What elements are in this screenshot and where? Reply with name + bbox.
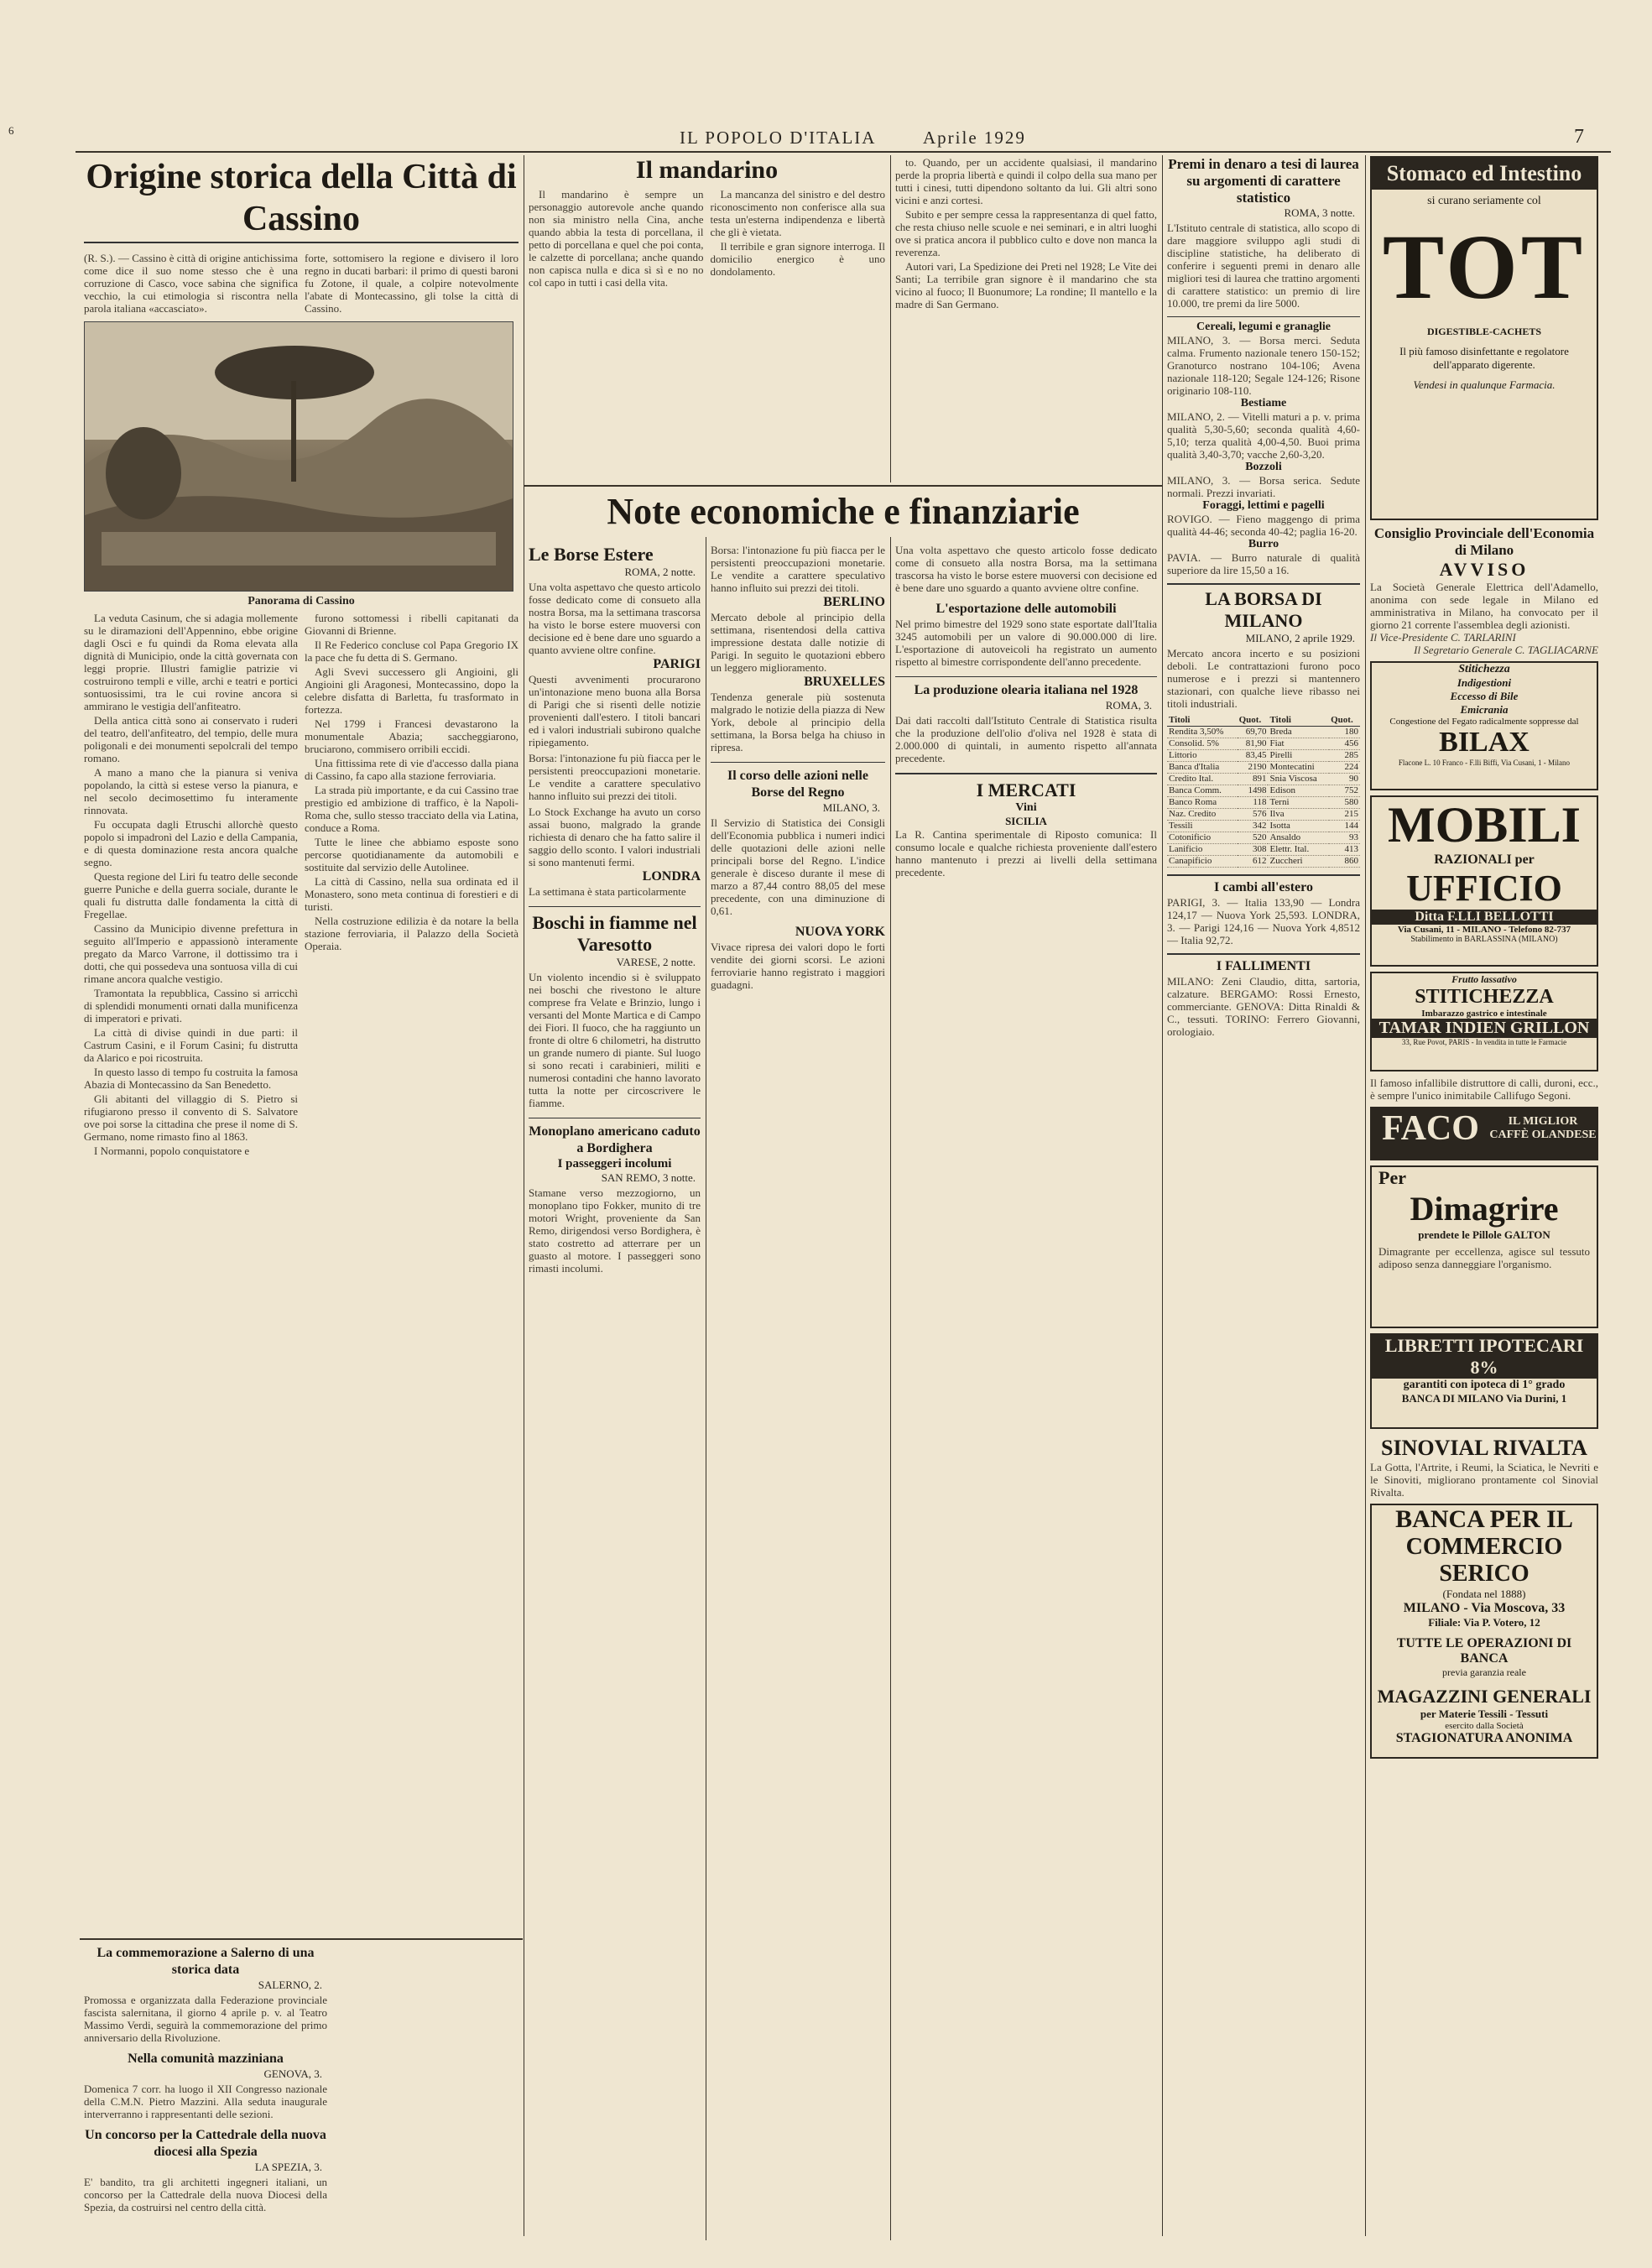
paragraph: Cassino da Municipio divenne prefettura in seguito all'Imperio e appassionò interamente pregato da Marco Varrone, il dottissimo tra i dotti, che qui possedeva una sontuosa villa di cui rimane ancora qualche vestigio. bbox=[84, 922, 298, 985]
ad-brand: FACO bbox=[1382, 1109, 1479, 1148]
table-header bbox=[1167, 715, 1360, 727]
ad-text: Dimagrante per eccellenza, agisce sul tessuto adiposo senza danneggiare l'organismo. bbox=[1378, 1245, 1590, 1270]
paragraph: La strada più importante, e da cui Cassino trae prestigio ed ambizione di traffico, è la Napoli-Roma che, sullo stesso tracciato della via Latina, conduce a Roma. bbox=[305, 784, 519, 834]
dateline: SALERNO, 2. bbox=[258, 1979, 322, 1991]
paragraph: furono sottomessi i ribelli capitanati da Giovanni di Brienne. bbox=[305, 612, 519, 637]
ad-text: MILANO - Via Moscova, 33 bbox=[1403, 1601, 1566, 1615]
table-cell: 413 bbox=[1329, 844, 1360, 856]
ad-libretti bbox=[1370, 1333, 1598, 1429]
article-cassino bbox=[84, 156, 519, 1935]
table-cell: Banca Comm. bbox=[1167, 785, 1238, 797]
paragraph: Subito e per sempre cessa la rappresentanza di quel fatto, che resta chiuso nelle scuole e nei seminari, e in altri luoghi ove si pratica ancora il pubblico culto e dove non manca la reverenza. bbox=[895, 208, 1157, 258]
ads-column-final bbox=[1370, 156, 1598, 2237]
dateline: LA SPEZIA, 3. bbox=[254, 2161, 322, 2173]
subheading: Vini bbox=[1015, 801, 1037, 814]
subheading: NUOVA YORK bbox=[795, 925, 885, 939]
table-cell: Tessili bbox=[1167, 821, 1238, 832]
notice-text: La Società Generale Elettrica dell'Adamello, anonima con sede legale in Milano ed amministrativa in Milano, ha convocato per il giorno 21 corrente l'assemblea degli azionisti. bbox=[1370, 581, 1598, 631]
ad-callifugo: Il famoso infallibile distruttore di calli, duroni, ecc., è sempre l'unico inimitabile Callifugo Segoni. bbox=[1370, 1077, 1598, 1102]
ad-brand: BILAX bbox=[1439, 727, 1530, 758]
ad-text: per Materie Tessili - Tessuti bbox=[1420, 1708, 1549, 1720]
markets-title: I MERCATI bbox=[976, 779, 1076, 800]
table-cell: Edison bbox=[1268, 785, 1329, 797]
table-cell: Ansaldo bbox=[1268, 832, 1329, 844]
paragraph: MILANO, 3. — Borsa merci. Seduta calma. Frumento nazionale tenero 150-152; Granoturco nostrano 104-106; Avena nazionale 118-120; Segale 124-126; Risone originario 108-110. bbox=[1167, 334, 1360, 397]
ad-brand: COMMERCIO SERICO bbox=[1405, 1534, 1563, 1587]
ad-brand: MAGAZZINI GENERALI bbox=[1377, 1686, 1592, 1707]
subheading: LONDRA bbox=[642, 869, 701, 884]
cathedral-text: E' bandito, tra gli architetti ingegneri italiani, un concorso per la Cattedrale della nuova Diocesi della Spezia, da costruirsi nel centro della città. bbox=[84, 2176, 327, 2213]
paragraph: to. Quando, per un accidente qualsiasi, il mandarino perde la propria libertà e quindi il colpo della sua mano per tutti i cinesi, tutti dipendono soltanto da lui. Gli altri sono vicini e anzi cortesi. bbox=[895, 156, 1157, 206]
table-cell: Littorio bbox=[1167, 750, 1238, 762]
table-cell: 576 bbox=[1238, 809, 1269, 821]
ad-text: Ditta F.LLI BELLOTTI bbox=[1372, 910, 1597, 925]
paragraph: A mano a mano che la pianura si veniva popolando, la città si estese verso la pianura, e nel secolo decimosettimo fu interamente rinnovata. bbox=[84, 766, 298, 816]
table-cell: 144 bbox=[1329, 821, 1360, 832]
table-row bbox=[1167, 727, 1360, 738]
column-rule bbox=[1365, 155, 1366, 2236]
paragraph: PAVIA. — Burro naturale di qualità superiore da lire 15,50 a 16. bbox=[1167, 551, 1360, 576]
notice-consiglio bbox=[1370, 525, 1598, 656]
paragraph: Stamane verso mezzogiorno, un monoplano tipo Fokker, munito di tre motori Wright, proveniente da San Remo, dirigendosi verso Bordighera, è stato costretto ad atterrare per un guasto al motore. I passeggeri sono rimasti incolumi. bbox=[529, 1186, 701, 1275]
paragraph: La settimana è stata particolarmente bbox=[529, 885, 686, 898]
table-cell: 180 bbox=[1329, 727, 1360, 738]
ad-mobili bbox=[1370, 795, 1598, 967]
table-cell: Naz. Credito bbox=[1167, 809, 1238, 821]
dateline: GENOVA, 3. bbox=[263, 2067, 322, 2080]
table-row bbox=[1167, 856, 1360, 868]
masthead-rule bbox=[76, 151, 1611, 153]
subheading: L'esportazione delle automobili bbox=[935, 602, 1117, 616]
notice-sign: Il Segretario Generale C. TAGLIACARNE bbox=[1414, 644, 1598, 656]
table-body bbox=[1167, 727, 1360, 868]
subheading: BERLINO bbox=[823, 595, 885, 609]
paragraph: PARIGI, 3. — Italia 133,90 — Londra 124,17 — Nuova York 25,593. LONDRA, 3. — Parigi 124,16 — Nuova York 4,8512 — Italia 92,72. bbox=[1167, 896, 1360, 946]
paragraph: Autori vari, La Spedizione dei Preti nel 1928; Le Vite dei Santi; La terribile gran signore è il mandarino che sta vicino al fuoco; Il Buonumore; La rondine; Il mantello e la madre di San Germano. bbox=[895, 260, 1157, 310]
table-cell: Banco Roma bbox=[1167, 797, 1238, 809]
table-cell: 860 bbox=[1329, 856, 1360, 868]
photo-caption: Panorama di Cassino bbox=[248, 595, 355, 607]
table-cell: Breda bbox=[1268, 727, 1329, 738]
dateline: ROMA, 3 notte. bbox=[1284, 206, 1355, 219]
paragraph: Della antica città sono ai conservato i ruderi del teatro, dell'anfiteatro, del tempio, delle mura poligonali e dei monumenti sepolcrali del tempo romano. bbox=[84, 714, 298, 764]
article-body-right bbox=[711, 188, 886, 290]
ad-bilax bbox=[1370, 661, 1598, 790]
table-cell: Banca d'Italia bbox=[1167, 762, 1238, 774]
subheading: Bestiame bbox=[1240, 397, 1287, 409]
subheading: PARIGI bbox=[653, 657, 701, 671]
dateline: ROMA, 2 notte. bbox=[624, 566, 696, 578]
column-header: Quot. bbox=[1238, 715, 1269, 727]
section-title: Note economiche e finanziarie bbox=[607, 491, 1080, 532]
paragraph: ROVIGO. — Fieno maggengo di prima qualità 44-46; seconda 40-42; paglia 16-20. bbox=[1167, 513, 1360, 538]
table-cell: 69,70 bbox=[1238, 727, 1269, 738]
panorama-photo bbox=[84, 321, 513, 592]
ad-brand: LIBRETTI IPOTECARI 8% bbox=[1372, 1335, 1597, 1379]
paragraph: La veduta Casinum, che si adagia mollemente su le diramazioni dell'Appennino, ebbe origine dagli Osci e fu quindi da Roma elevata alla dignità di Municipio, onde la città governata con leggi proprie. Illustri famiglie patrizie vi costruirono templi e ville, archi e teatri e portici sontuosissimi, tra le cui rovine ancora si ammirano le vestigia dell'anfiteatro. bbox=[84, 612, 298, 712]
ad-text: Stabilimento in BARLASSINA (MILANO) bbox=[1410, 935, 1558, 944]
ad-text: IL MIGLIOR CAFFÈ OLANDESE bbox=[1489, 1115, 1597, 1141]
paragraph: Mercato debole al principio della settimana, risentendosi della cattiva impressione destata dalle notizie di Parigi. In seguito le quotazioni ebbero un leggero miglioramento. bbox=[711, 611, 885, 674]
article-mandarino bbox=[529, 156, 885, 479]
ad-text: garantiti con ipoteca di 1° grado bbox=[1403, 1379, 1566, 1391]
article-continuation bbox=[895, 156, 1157, 479]
paragraph: Gli abitanti del villaggio di S. Pietro si rifugiarono presso il convento di S. Salvatore ove poi sorse la cittadina che prese il nome di S. Germano, nome rimasto fino al 1863. bbox=[84, 1092, 298, 1143]
paragraph: Il mandarino è sempre un personaggio autorevole anche quando non sia ministro nella Cina, anche quando abbia la testa di porcellana, il petto di porcellana e quel che poi conta, le calzette di porcellana; anche quando non capisca nulla e dica sì sì e no no col capo in tutti i casi della vita. bbox=[529, 188, 704, 289]
table-cell: 90 bbox=[1329, 774, 1360, 785]
ad-text: 33, Rue Povot, PARIS - In vendita in tutte le Farmacie bbox=[1401, 1038, 1567, 1046]
paragraph: Un violento incendio si è sviluppato nei boschi che rivestono le alture comprese fra Velate e Brinzio, lungo i versanti del Monte Martica e di Campo dei Fiori. Il fuoco, che ha raggiunto un fronte di oltre 6 chilometri, ha distrutto un grande numero di piante. Sul luogo si sono recati i carabinieri, militi e numerosi contadini che hanno lavorato tutta la notte per circoscrivere le fiamme. bbox=[529, 971, 701, 1109]
table-cell: 83,45 bbox=[1238, 750, 1269, 762]
table-cell: Elettr. Ital. bbox=[1268, 844, 1329, 856]
dateline: VARESE, 2 notte. bbox=[616, 956, 696, 968]
paragraph: Agli Svevi successero gli Angioini, gli Angioini gli Aragonesi, Montecassino, dopo la celebre disfatta di Barletta, fu trasformato in fortezza. bbox=[305, 665, 519, 716]
table-cell: 285 bbox=[1329, 750, 1360, 762]
table-cell: Fiat bbox=[1268, 738, 1329, 750]
corner-mark: 6 bbox=[8, 124, 16, 137]
dateline: SAN REMO, 3 notte. bbox=[601, 1171, 696, 1184]
ad-sinovial: SINOVIAL RIVALTA bbox=[1381, 1436, 1587, 1460]
paragraph: Borsa: l'intonazione fu più fiacca per le persistenti preoccupazioni monetarie. Le vendite a carattere speculativo hanno influito sui prezzi dei titoli. bbox=[529, 752, 701, 802]
paragraph: Mercato ancora incerto e su posizioni deboli. Le contrattazioni furono poco numerose e i prezzi si mantennero stazionari, con qualche lieve ribasso nei titoli industriali. bbox=[1167, 647, 1360, 710]
subheading: Foraggi, lettimi e pagelli bbox=[1202, 499, 1325, 512]
paragraph: La città di divise quindi in due parti: il Castrum Casini, e il Forum Casini; fu distrutta da Alarico e poi ricostruita. bbox=[84, 1026, 298, 1064]
table-cell: 891 bbox=[1238, 774, 1269, 785]
table-row bbox=[1167, 844, 1360, 856]
ad-brand-sub: DIGESTIBLE-CACHETS bbox=[1426, 326, 1542, 337]
column-rule bbox=[1162, 155, 1163, 2236]
paragraph: I Normanni, popolo conquistatore e bbox=[94, 1144, 250, 1157]
article-subtitle: I passeggeri incolumi bbox=[557, 1157, 672, 1170]
ad-text: Frutto lassativo bbox=[1451, 973, 1517, 985]
article-body-left bbox=[84, 612, 298, 1159]
table-row bbox=[1167, 821, 1360, 832]
ad-brand: TOT bbox=[1382, 216, 1587, 318]
section-rule bbox=[524, 485, 1162, 487]
table-cell: Zuccheri bbox=[1268, 856, 1329, 868]
paragraph: La mancanza del sinistro e del destro riconoscimento non conferisce alla sua testa un'esterna indipendenza e libertà che gli è vietata. bbox=[710, 188, 885, 238]
paragraph: Una volta aspettavo che questo articolo fosse dedicato come di consueto alla nostra Borsa, ma la settimana trascorsa ha visto le borse estere muoversi con decisione ed è bene dare uno sguardo a quanto avviene oltre confine. bbox=[529, 581, 701, 656]
dateline: ROMA, 3. bbox=[1105, 699, 1152, 712]
paragraph: Il Servizio di Statistica dei Consigli dell'Economia pubblica i numeri indici delle quotazioni delle azioni nelle principali borse del Regno. L'indice generale è disceso durante il mese di marzo a 87,44 contro 88,05 del mese precedente, con una diminuzione di 0,61. bbox=[711, 816, 885, 917]
bottom-left-articles bbox=[84, 1945, 327, 2234]
ad-text: si curano seriamente col bbox=[1427, 195, 1541, 207]
subheading: Burro bbox=[1248, 538, 1279, 550]
paper-name: IL POPOLO D'ITALIA bbox=[680, 128, 877, 148]
table-cell: 93 bbox=[1329, 832, 1360, 844]
exchange-rates-title: I cambi all'estero bbox=[1214, 880, 1313, 894]
table-row bbox=[1167, 738, 1360, 750]
article-title: Origine storica della Città di Cassino bbox=[86, 158, 517, 238]
paragraph: MILANO, 2. — Vitelli maturi a p. v. prima qualità 5,30-5,60; seconda qualità 4,60-5,10; terza qualità 4,00-4,50. Buoi prima qualità 3,40-3,70; vacche 2,60-3,20. bbox=[1167, 410, 1360, 461]
ad-text: Per bbox=[1378, 1167, 1406, 1188]
foreign-exchanges-continued bbox=[711, 544, 885, 2239]
subheading: SICILIA bbox=[1005, 815, 1047, 827]
table-cell: Montecatini bbox=[1268, 762, 1329, 774]
ad-text: Eccesso di Bile bbox=[1450, 690, 1519, 702]
article-body-right bbox=[305, 612, 519, 1159]
table-cell: 2190 bbox=[1238, 762, 1269, 774]
article-body-left bbox=[529, 188, 704, 290]
column-header: Quot. bbox=[1329, 715, 1360, 727]
ad-text: Via Cusani, 11 - MILANO - Telefono 82-737 bbox=[1397, 925, 1571, 935]
paragraph: Nel 1799 i Francesi devastarono la monumentale Abazia; saccheggiarono, bruciarono, commisero orribili eccidi. bbox=[305, 717, 519, 755]
table-cell: 118 bbox=[1238, 797, 1269, 809]
ad-dimagrire bbox=[1370, 1165, 1598, 1328]
ad-text: Flacone L. 10 Franco - F.lli Biffi, Via Cusani, 1 - Milano bbox=[1398, 759, 1571, 767]
ad-tamar bbox=[1370, 972, 1598, 1071]
cathedral-title: Un concorso per la Cattedrale della nuova diocesi alla Spezia bbox=[85, 2128, 326, 2159]
table-cell: 520 bbox=[1238, 832, 1269, 844]
section-rule bbox=[80, 1938, 523, 1940]
quotations-table bbox=[1167, 715, 1360, 868]
ad-text: Imbarazzo gastrico e intestinale bbox=[1421, 1009, 1547, 1019]
table-cell: Rendita 3,50% bbox=[1167, 727, 1238, 738]
ad-text: TUTTE LE OPERAZIONI DI BANCA bbox=[1396, 1636, 1572, 1666]
article-title: Monoplano americano caduto a Bordighera bbox=[529, 1124, 701, 1155]
paragraph: Il terribile e gran signore interroga. Il domicilio energico è uno dondolamento. bbox=[710, 240, 885, 278]
notice-heading: AVVISO bbox=[1439, 559, 1530, 580]
paragraph: Fu occupata dagli Etruschi allorchè questo popolo si impadronì del Lazio e della Campania, e di questa dominazione resta ancora qualche segno. bbox=[84, 818, 298, 868]
dateline: MILANO, 3. bbox=[822, 801, 880, 814]
issue-date: Aprile 1929 bbox=[923, 128, 1026, 148]
mazzini-title: Nella comunità mazziniana bbox=[128, 2052, 284, 2066]
paragraph: Una fittissima rete di vie d'accesso dalla piana di Cassino, fa capo alla stazione ferroviaria. bbox=[305, 757, 519, 782]
foreign-exchanges bbox=[529, 544, 701, 2239]
table-row bbox=[1167, 750, 1360, 762]
table-cell: 224 bbox=[1329, 762, 1360, 774]
paragraph bbox=[895, 156, 1157, 310]
ad-text: Emicrania bbox=[1460, 703, 1509, 716]
ad-text: Filiale: Via P. Votero, 12 bbox=[1428, 1616, 1540, 1629]
ad-text: prendete le Pillole GALTON bbox=[1418, 1228, 1550, 1241]
table-cell: 752 bbox=[1329, 785, 1360, 797]
paragraph: In questo lasso di tempo fu costruita la famosa Abazia di Montecassino da San Benedetto. bbox=[84, 1066, 298, 1091]
paragraph: Nella costruzione edilizia è da notare la bella stazione ferroviaria, il Palazzo della Società Operaia. bbox=[305, 915, 519, 952]
article-lead-2: forte, sottomisero la regione e divisero il loro regno in ducati barbari: il primo di questi baroni fu Zotone, il quale, a colpire notevolmente l'abate di Montecassino, gli tolse la città di Cassino. bbox=[305, 252, 519, 315]
panorama-image bbox=[85, 322, 513, 591]
paragraph: MILANO: Zeni Claudio, ditta, sartoria, calzature. BERGAMO: Rossi Ernesto, commerciante. GENOVA: Ditta Rinaldi & C., tessuti. TORINO: Ferrero Giovanni, orologiaio. bbox=[1167, 975, 1360, 1038]
commemoration-title: La commemorazione a Salerno di una storica data bbox=[96, 1946, 315, 1977]
ad-brand: STITICHEZZA bbox=[1415, 986, 1554, 1008]
ad-headline: Stomaco ed Intestino bbox=[1372, 158, 1597, 190]
column-rule bbox=[890, 537, 891, 2240]
paragraph: L'Istituto centrale di statistica, allo scopo di dare maggiore sviluppo agli studi di discipline statistiche, ha deliberato di conferire i seguenti premi in denaro alle migliori tesi di laurea che trattino argomenti di carattere statistico: un premio di lire 10.000, tre premi da lire 5000. bbox=[1167, 222, 1360, 310]
page-number: 7 bbox=[1574, 126, 1586, 148]
ad-text: Vendesi in qualunque Farmacia. bbox=[1413, 378, 1556, 391]
paragraph: Il Re Federico concluse col Papa Gregorio IX la pace che fu detta di S. Germano. bbox=[305, 639, 519, 664]
table-cell: Isotta bbox=[1268, 821, 1329, 832]
table-cell: Snia Viscosa bbox=[1268, 774, 1329, 785]
ad-faco bbox=[1370, 1107, 1598, 1160]
paragraph: La R. Cantina sperimentale di Riposto comunica: Il consumo locale e qualche richiesta proveniente dall'estero hanno mantenuto i prezzi ai livelli della settimana precedente. bbox=[895, 828, 1157, 879]
paragraph: Tramontata la repubblica, Cassino si arricchì di splendidi monumenti ornati dalla munificenza di imperatori e privati. bbox=[84, 987, 298, 1025]
table-cell: 1498 bbox=[1238, 785, 1269, 797]
table-cell: 81,90 bbox=[1238, 738, 1269, 750]
paragraph: Questi avvenimenti procurarono un'intonazione meno buona alla Borsa di Parigi che si risentì delle notizie provenienti dall'estero. I titoli bancari ed i valori industriali subirono qualche ripiegamento. bbox=[529, 673, 701, 748]
subheading: BRUXELLES bbox=[804, 675, 885, 689]
ad-brand: Dimagrire bbox=[1410, 1190, 1559, 1228]
article-lead: (R. S.). — Cassino è città di origine antichissima come dice il suo nome stesso che è una corruzione di Casco, voce sabina che significa vecchio, la cui etimologia si riscontra nella parola italiana «accasciato». bbox=[84, 252, 298, 315]
table-cell: 308 bbox=[1238, 844, 1269, 856]
table-row bbox=[1167, 797, 1360, 809]
subheading: Bozzoli bbox=[1245, 461, 1282, 473]
ad-text: previa garanzia reale bbox=[1442, 1666, 1526, 1678]
table-row bbox=[1167, 785, 1360, 797]
table-cell: 612 bbox=[1238, 856, 1269, 868]
table-cell: Consolid. 5% bbox=[1167, 738, 1238, 750]
article-title: Il corso delle azioni nelle Borse del Regno bbox=[727, 769, 868, 800]
table-cell: 580 bbox=[1329, 797, 1360, 809]
paragraph: Tendenza generale più sostenuta malgrado le notizie della piazza di New York, debole al principio della settimana, la Borsa belga ha chiuso in ripresa. bbox=[711, 691, 885, 753]
ad-text: STAGIONATURA ANONIMA bbox=[1395, 1731, 1573, 1745]
table-row bbox=[1167, 832, 1360, 844]
table-cell: Cotonificio bbox=[1167, 832, 1238, 844]
ad-tot bbox=[1370, 156, 1598, 520]
table-cell: Lanificio bbox=[1167, 844, 1238, 856]
table-cell: Terni bbox=[1268, 797, 1329, 809]
ad-text: Indigestioni bbox=[1457, 676, 1512, 689]
table-cell: Ilva bbox=[1268, 809, 1329, 821]
column-header: Titoli bbox=[1167, 715, 1238, 727]
paragraph: Vivace ripresa dei valori dopo le forti vendite dei giorni scorsi. Le azioni ferroviarie hanno registrato i maggiori guadagni. bbox=[711, 941, 885, 991]
subheading: Cereali, legumi e granaglie bbox=[1196, 321, 1331, 333]
table-cell: 456 bbox=[1329, 738, 1360, 750]
table-cell: 215 bbox=[1329, 809, 1360, 821]
paragraph: Borsa: l'intonazione fu più fiacca per le persistenti preoccupazioni monetarie. Le vendite a carattere speculativo hanno influito sui prezzi dei titoli. bbox=[711, 544, 885, 594]
paragraph: La città di Cassino, nella sua ordinata ed il Monastero, sono meta continua di forestieri e di turisti. bbox=[305, 875, 519, 913]
statistics-and-markets bbox=[1167, 156, 1360, 2237]
ad-brand: BANCA PER IL bbox=[1395, 1505, 1573, 1533]
subheading: La produzione olearia italiana nel 1928 bbox=[914, 683, 1139, 697]
ad-brand: UFFICIO bbox=[1406, 868, 1562, 909]
dateline: MILANO, 2 aprile 1929. bbox=[1245, 632, 1355, 644]
article-title: Le Borse Estere bbox=[529, 544, 654, 565]
article-title: Boschi in fiamme nel Varesotto bbox=[532, 912, 697, 955]
ad-brand: TAMAR INDIEN GRILLON bbox=[1372, 1019, 1597, 1038]
table-cell: Pirelli bbox=[1268, 750, 1329, 762]
bankruptcies-title: I FALLIMENTI bbox=[1216, 959, 1311, 973]
market-notes bbox=[895, 544, 1157, 2239]
ad-text: (Fondata nel 1888) bbox=[1442, 1588, 1526, 1600]
ad-text: Stitichezza bbox=[1458, 663, 1510, 675]
mazzini-text: Domenica 7 corr. ha luogo il XII Congresso nazionale della C.M.N. Pietro Mazzini. Alla seduta inaugurale interverranno i rappresentanti delle sezioni. bbox=[84, 2083, 327, 2120]
paragraph: Lo Stock Exchange ha avuto un corso assai buono, malgrado la grande richiesta di denaro che ha fatto salire il saggio dello sconto. I valori industriali si sono mantenuti fermi. bbox=[529, 806, 701, 868]
ad-text: Congestione del Fegato radicalmente soppresse dal bbox=[1389, 717, 1579, 727]
table-row bbox=[1167, 762, 1360, 774]
notice-sign: Il Vice-Presidente C. TARLARINI bbox=[1370, 631, 1516, 644]
paragraph: Questa regione del Liri fu teatro delle seconde guerre Puniche e della guerra sociale, durante le quali fu distrutta dalle fondamenta la città di Fregellae. bbox=[84, 870, 298, 920]
table-cell: Canapificio bbox=[1167, 856, 1238, 868]
article-title: Premi in denaro a tesi di laurea su argomenti di carattere statistico bbox=[1168, 156, 1359, 206]
table-cell: Credito Ital. bbox=[1167, 774, 1238, 785]
paragraph: Tutte le linee che abbiamo esposte sono percorse quotidianamente da automobili e sostituite dal servizio delle Autolinee. bbox=[305, 836, 519, 873]
paragraph: Dai dati raccolti dall'Istituto Centrale di Statistica risulta che la produzione dell'olio d'oliva nel 1928 è stata di 2.000.000 di quintali, in aumento rispetto all'annata precedente. bbox=[895, 714, 1157, 764]
table-row bbox=[1167, 774, 1360, 785]
table-row bbox=[1167, 809, 1360, 821]
ad-brand: MOBILI bbox=[1387, 797, 1582, 852]
ad-text: esercito dalla Società bbox=[1445, 1721, 1524, 1731]
paragraph: Una volta aspettavo che questo articolo fosse dedicato come di consueto alla nostra Borsa, ma la settimana trascorsa ha visto le borse estere muoversi con decisione ed è bene dare uno sguardo a quanto avviene oltre confine. bbox=[895, 544, 1157, 594]
finance-section-header bbox=[529, 488, 1158, 539]
ad-text: La Gotta, l'Artrite, i Reumi, la Sciatica, le Nevriti e le Sinoviti, migliorano prontamente col Sinovial Rivalta. bbox=[1370, 1461, 1598, 1499]
paragraph: MILANO, 3. — Borsa serica. Sedute normali. Prezzi invariati. bbox=[1167, 474, 1360, 499]
notice-title: Consiglio Provinciale dell'Economia di Milano bbox=[1373, 525, 1595, 558]
ad-text: BANCA DI MILANO Via Durini, 1 bbox=[1401, 1392, 1567, 1405]
ad-text: Il più famoso disinfettante e regolatore dell'apparato digerente. bbox=[1399, 345, 1569, 371]
column-header: Titoli bbox=[1268, 715, 1329, 727]
stock-exchange-title: LA BORSA DI MILANO bbox=[1205, 588, 1322, 631]
ad-banca bbox=[1370, 1504, 1598, 1759]
paragraph: Nel primo bimestre del 1929 sono state esportate dall'Italia 3245 automobili per un valore di 90.000.000 di lire. L'esportazione di autoveicoli ha registrato un aumento rispetto al bimestre corrispondente dell'anno precedente. bbox=[895, 618, 1157, 668]
ad-text: RAZIONALI per bbox=[1434, 852, 1535, 867]
commemoration-text: Promossa e organizzata dalla Federazione provinciale fascista salernitana, il giorno 4 aprile p. v. al Teatro Massimo Verdi, seguirà la commemorazione del primo anniversario della Rivoluzione. bbox=[84, 1994, 327, 2044]
table-cell: 342 bbox=[1238, 821, 1269, 832]
article-title: Il mandarino bbox=[635, 156, 779, 184]
column-rule bbox=[890, 155, 891, 482]
